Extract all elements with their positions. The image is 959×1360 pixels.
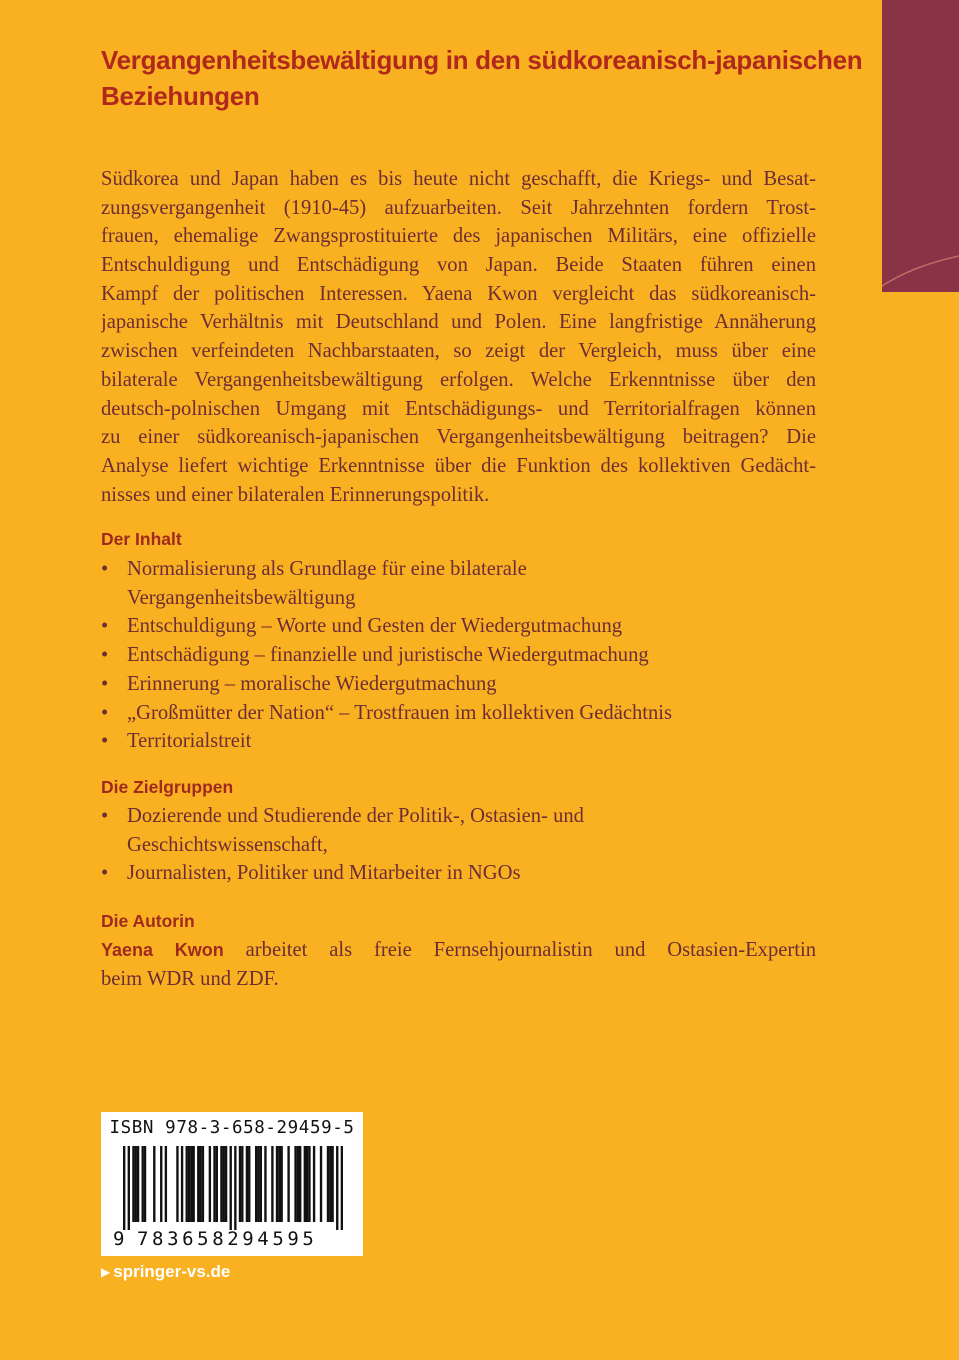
list-item <box>101 641 821 670</box>
title-line: Beziehungen <box>101 81 260 111</box>
abstract-line: zungsvergangenheit (1910-45) aufzuarbeiten. Seit Jahrzehnten fordern Trost- <box>101 196 816 219</box>
ean-first-digit: 9 <box>113 1228 125 1250</box>
abstract-line: frauen, ehemalige Zwangsprostituierte des japanischen Militärs, eine offizielle <box>101 225 816 248</box>
barcode-bar <box>165 1146 167 1222</box>
barcode-bar <box>271 1146 273 1222</box>
barcode-bar <box>216 1146 218 1222</box>
publisher-url: springer-vs.de <box>113 1262 231 1281</box>
barcode-bar <box>199 1146 201 1222</box>
barcode-bar <box>223 1146 225 1222</box>
barcode-bar <box>160 1146 162 1222</box>
list-item-text: Geschichtswissenschaft, <box>127 833 328 856</box>
bullet: • <box>101 558 109 580</box>
contents-heading: Der Inhalt <box>101 529 182 549</box>
ean-digits: 783658294595 <box>137 1228 318 1250</box>
list-item <box>101 670 821 699</box>
list-item-text: Erinnerung – moralische Wiedergutmachung <box>127 672 497 695</box>
barcode-bar <box>128 1146 130 1230</box>
abstract-line: bilaterale Vergangenheitsbewältigung erfolgen. Welche Erkenntnisse über den <box>101 368 816 391</box>
corner-accent-band <box>882 0 959 292</box>
barcode-bar <box>225 1146 227 1222</box>
list-item-text: Normalisierung als Grundlage für eine bilaterale <box>127 558 527 580</box>
list-item-text: Dozierende und Studierende der Politik-, Ostasien- und <box>127 805 584 827</box>
list-item <box>101 699 821 728</box>
barcode-bar <box>294 1146 296 1222</box>
abstract-line: zu einer südkoreanisch-japanischen Vergangenheitsbewältigung beitragen? Die <box>101 426 816 449</box>
isbn-barcode <box>101 1112 363 1256</box>
barcode-bar <box>255 1146 257 1222</box>
bullet: • <box>101 805 109 827</box>
barcode-bar <box>297 1146 299 1222</box>
author-bio-line: beim WDR und ZDF. <box>101 967 279 990</box>
barcode-bars <box>123 1146 343 1230</box>
barcode-bar <box>341 1146 343 1230</box>
abstract-line: Analyse liefert wichtige Erkenntnisse über die Funktion des kollektiven Gedächt- <box>101 454 816 477</box>
abstract-line: japanische Verhältnis mit Deutschland und Polen. Eine langfristige Annäherung <box>101 311 816 334</box>
bullet: • <box>101 672 109 695</box>
list-item-text: Journalisten, Politiker und Mitarbeiter in NGOs <box>127 862 521 885</box>
barcode-bar <box>336 1146 338 1230</box>
audience-heading: Die Zielgruppen <box>101 777 234 797</box>
contents-list <box>101 555 821 756</box>
bullet: • <box>101 730 109 753</box>
barcode-bar <box>132 1146 134 1222</box>
barcode-bar <box>220 1146 222 1222</box>
barcode-bar <box>280 1146 282 1222</box>
barcode-bar <box>278 1146 280 1222</box>
barcode-bar <box>188 1146 190 1222</box>
swoosh-decoration <box>882 0 959 292</box>
barcode-bar <box>186 1146 188 1222</box>
abstract-line: zwischen verfeindeten Nachbarstaaten, so zeigt der Vergleich, muss über eine <box>101 340 816 363</box>
barcode-bar <box>239 1146 241 1222</box>
author-bio-line <box>101 936 816 965</box>
audience-list <box>101 802 821 888</box>
bullet: • <box>101 701 109 724</box>
barcode-bar <box>329 1146 331 1222</box>
barcode-bar <box>230 1146 232 1230</box>
list-item <box>101 859 821 888</box>
abstract-line: deutsch-polnischen Umgang mit Entschädigungs- und Territorialfragen können <box>101 397 816 420</box>
barcode-bar <box>327 1146 329 1222</box>
barcode-bar <box>123 1146 125 1230</box>
barcode-bar <box>234 1146 236 1230</box>
barcode-bar <box>176 1146 178 1222</box>
abstract-line: Entschuldigung und Entschädigung von Japan. Beide Staaten führen einen <box>101 254 816 277</box>
title-line: Vergangenheitsbewältigung in den südkoreanisch-japanischen <box>101 45 863 75</box>
barcode-bar <box>202 1146 204 1222</box>
barcode-bar <box>304 1146 306 1222</box>
author-bio-text: arbeitet als freie Fernsehjournalistin und Ostasien-Expertin <box>223 939 816 961</box>
barcode-bar <box>248 1146 250 1222</box>
list-item-text: „Großmütter der Nation“ – Trostfrauen im kollektiven Gedächtnis <box>127 701 673 724</box>
list-item <box>101 555 821 612</box>
list-item-text: Vergangenheitsbewältigung <box>127 586 356 609</box>
author-bio <box>101 936 816 993</box>
barcode-bar <box>190 1146 192 1222</box>
publisher-link[interactable] <box>101 1262 230 1282</box>
barcode-bar <box>153 1146 155 1222</box>
abstract <box>101 165 816 509</box>
list-item <box>101 612 821 641</box>
barcode-bar <box>308 1146 310 1222</box>
barcode-bar <box>331 1146 333 1222</box>
barcode-bar <box>313 1146 315 1222</box>
barcode-bar <box>241 1146 243 1222</box>
list-item-text: Entschuldigung – Worte und Gesten der Wiedergutmachung <box>127 615 623 638</box>
author-heading: Die Autorin <box>101 911 195 931</box>
barcode-bar <box>192 1146 194 1222</box>
abstract-line: Südkorea und Japan haben es bis heute nicht geschafft, die Kriegs- und Besat- <box>101 168 816 190</box>
barcode-bar <box>246 1146 248 1222</box>
barcode-bar <box>287 1146 289 1222</box>
barcode-bar <box>181 1146 183 1222</box>
book-title <box>101 42 863 114</box>
triangle-right-icon: ▶ <box>101 1265 111 1279</box>
barcode-bar <box>299 1146 301 1222</box>
barcode-bar <box>142 1146 144 1222</box>
barcode-bar <box>135 1146 137 1222</box>
list-item <box>101 727 821 756</box>
bullet: • <box>101 862 109 885</box>
abstract-line: Kampf der politischen Interessen. Yaena Kwon vergleicht das südkoreanisch- <box>101 282 816 305</box>
list-item-text: Entschädigung – finanzielle und juristische Wiedergutmachung <box>127 644 649 667</box>
list-item-text: Territorialstreit <box>127 730 252 753</box>
barcode-bar <box>209 1146 211 1222</box>
barcode-bar <box>144 1146 146 1222</box>
barcode-bar <box>260 1146 262 1222</box>
barcode-bar <box>137 1146 139 1222</box>
abstract-line: nisses und einer bilateralen Erinnerungspolitik. <box>101 483 490 506</box>
author-name: Yaena Kwon <box>101 940 224 960</box>
bullet: • <box>101 615 109 638</box>
barcode-bar <box>320 1146 322 1222</box>
bullet: • <box>101 644 109 667</box>
barcode-bar <box>264 1146 266 1222</box>
list-item <box>101 802 821 859</box>
isbn-label: ISBN 978-3-658-29459-5 <box>109 1118 355 1138</box>
barcode-bar <box>306 1146 308 1222</box>
barcode-bar <box>276 1146 278 1222</box>
barcode-bar <box>257 1146 259 1222</box>
barcode-bar <box>197 1146 199 1222</box>
barcode-bar <box>213 1146 215 1222</box>
